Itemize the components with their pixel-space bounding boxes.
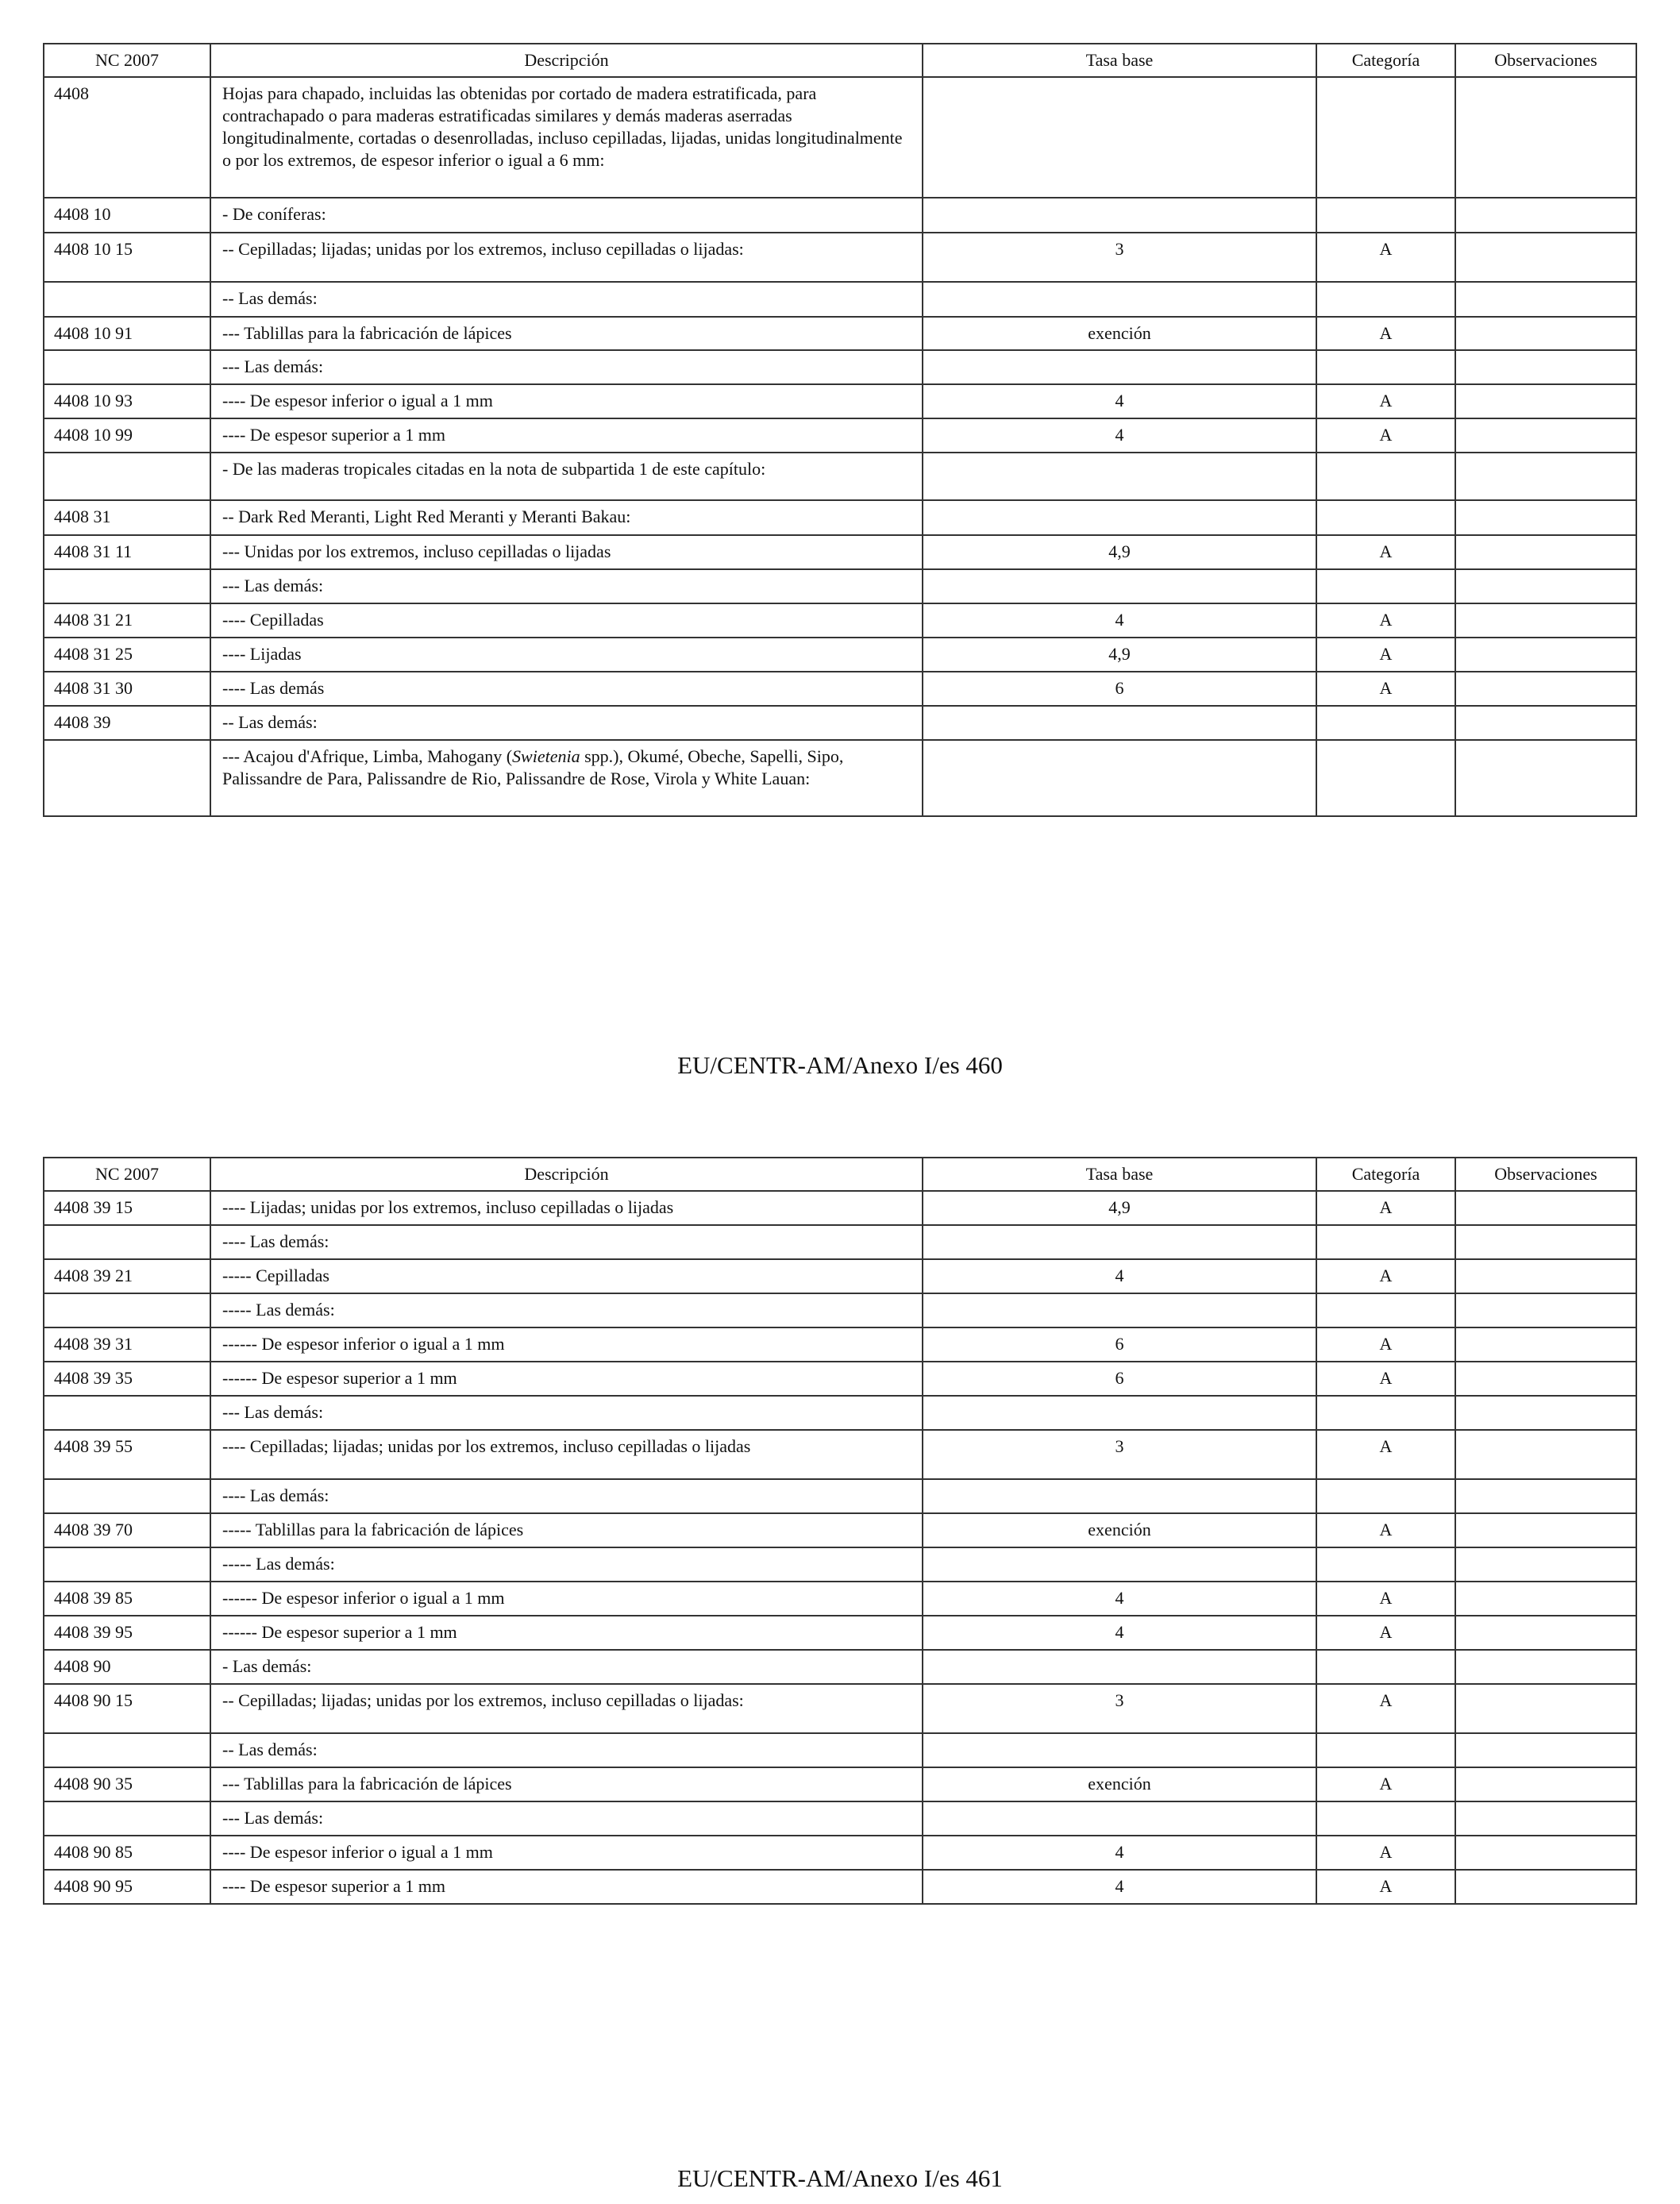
base-rate-cell: 6 bbox=[923, 672, 1316, 706]
observations-cell bbox=[1455, 1870, 1636, 1904]
nc-code-cell: 4408 31 25 bbox=[44, 638, 210, 672]
observations-cell bbox=[1455, 1362, 1636, 1396]
description-cell bbox=[210, 1225, 923, 1259]
description-text: ---- Cepilladas bbox=[222, 610, 324, 630]
nc-code-cell bbox=[44, 1801, 210, 1836]
table-row bbox=[44, 198, 1636, 233]
description-cell bbox=[210, 1684, 923, 1733]
table-row bbox=[44, 1801, 1636, 1836]
category-cell bbox=[1316, 569, 1455, 603]
description-text: ---- De espesor superior a 1 mm bbox=[222, 425, 446, 445]
table-row bbox=[44, 233, 1636, 282]
observations-cell bbox=[1455, 638, 1636, 672]
table-row bbox=[44, 1684, 1636, 1733]
base-rate-cell bbox=[923, 1801, 1316, 1836]
nc-code-cell bbox=[44, 740, 210, 816]
description-cell bbox=[210, 1362, 923, 1396]
base-rate-cell: exención bbox=[923, 1767, 1316, 1801]
category-cell bbox=[1316, 740, 1455, 816]
description-cell bbox=[210, 740, 923, 816]
category-cell: A bbox=[1316, 1259, 1455, 1293]
description-cell bbox=[210, 282, 923, 317]
description-cell bbox=[210, 500, 923, 535]
nc-code-cell bbox=[44, 1547, 210, 1582]
observations-cell bbox=[1455, 1259, 1636, 1293]
table-row bbox=[44, 706, 1636, 740]
category-cell: A bbox=[1316, 1836, 1455, 1870]
table-row bbox=[44, 384, 1636, 418]
category-cell: A bbox=[1316, 638, 1455, 672]
table-row bbox=[44, 500, 1636, 535]
description-text: ---- Cepilladas; lijadas; unidas por los extremos, incluso cepilladas o lijadas bbox=[222, 1436, 751, 1456]
observations-cell bbox=[1455, 740, 1636, 816]
nc-code-cell: 4408 90 15 bbox=[44, 1684, 210, 1733]
description-text: -- Las demás: bbox=[222, 288, 318, 308]
nc-code-cell: 4408 10 93 bbox=[44, 384, 210, 418]
base-rate-cell bbox=[923, 198, 1316, 233]
base-rate-cell bbox=[923, 453, 1316, 500]
nc-code-cell bbox=[44, 1479, 210, 1513]
table-row bbox=[44, 317, 1636, 350]
description-text: ----- Cepilladas bbox=[222, 1266, 329, 1285]
table-row bbox=[44, 1191, 1636, 1225]
description-text: --- Las demás: bbox=[222, 1808, 324, 1828]
description-cell bbox=[210, 638, 923, 672]
table-row bbox=[44, 603, 1636, 638]
page-footer-460: EU/CENTR-AM/Anexo I/es 460 bbox=[677, 1051, 1003, 1079]
base-rate-cell: exención bbox=[923, 1513, 1316, 1547]
table-row bbox=[44, 1430, 1636, 1479]
table-row bbox=[44, 1650, 1636, 1684]
description-cell bbox=[210, 1650, 923, 1684]
nc-code-cell: 4408 31 21 bbox=[44, 603, 210, 638]
category-cell: A bbox=[1316, 384, 1455, 418]
observations-cell bbox=[1455, 1293, 1636, 1327]
nc-code-cell: 4408 39 bbox=[44, 706, 210, 740]
table-row bbox=[44, 535, 1636, 569]
base-rate-cell: 4 bbox=[923, 1259, 1316, 1293]
table-row bbox=[44, 1362, 1636, 1396]
description-text: ---- De espesor superior a 1 mm bbox=[222, 1876, 446, 1896]
base-rate-cell: 4 bbox=[923, 1582, 1316, 1616]
base-rate-cell bbox=[923, 1733, 1316, 1767]
header-descripcion: Descripción bbox=[210, 1158, 923, 1191]
description-text: ---- Las demás bbox=[222, 678, 325, 698]
description-cell bbox=[210, 1870, 923, 1904]
description-cell bbox=[210, 317, 923, 350]
observations-cell bbox=[1455, 1767, 1636, 1801]
nc-code-cell: 4408 10 15 bbox=[44, 233, 210, 282]
observations-cell bbox=[1455, 1225, 1636, 1259]
header-categoria: Categoría bbox=[1316, 1158, 1455, 1191]
description-text: --- Acajou d'Afrique, Limba, Mahogany ( bbox=[222, 746, 513, 766]
observations-cell bbox=[1455, 77, 1636, 198]
description-text: -- Las demás: bbox=[222, 712, 318, 732]
table-header-row bbox=[44, 1158, 1636, 1191]
observations-cell bbox=[1455, 282, 1636, 317]
observations-cell bbox=[1455, 603, 1636, 638]
category-cell bbox=[1316, 706, 1455, 740]
base-rate-cell: 3 bbox=[923, 1430, 1316, 1479]
category-cell: A bbox=[1316, 1684, 1455, 1733]
nc-code-cell: 4408 39 70 bbox=[44, 1513, 210, 1547]
category-cell bbox=[1316, 77, 1455, 198]
description-cell bbox=[210, 1513, 923, 1547]
description-cell bbox=[210, 418, 923, 453]
category-cell bbox=[1316, 198, 1455, 233]
description-text: ------ De espesor inferior o igual a 1 mm bbox=[222, 1588, 505, 1608]
base-rate-cell: 4 bbox=[923, 384, 1316, 418]
description-text: - Las demás: bbox=[222, 1656, 312, 1676]
description-cell bbox=[210, 1259, 923, 1293]
nc-code-cell bbox=[44, 282, 210, 317]
header-descripcion: Descripción bbox=[210, 44, 923, 77]
nc-code-cell: 4408 31 11 bbox=[44, 535, 210, 569]
description-cell bbox=[210, 1430, 923, 1479]
description-text: ---- Lijadas bbox=[222, 644, 302, 664]
nc-code-cell bbox=[44, 1396, 210, 1430]
observations-cell bbox=[1455, 1430, 1636, 1479]
header-tasa-base: Tasa base bbox=[923, 44, 1316, 77]
description-text: --- Las demás: bbox=[222, 1402, 324, 1422]
description-cell bbox=[210, 1396, 923, 1430]
category-cell bbox=[1316, 1479, 1455, 1513]
base-rate-cell: 4,9 bbox=[923, 1191, 1316, 1225]
base-rate-cell: 3 bbox=[923, 1684, 1316, 1733]
category-cell bbox=[1316, 1650, 1455, 1684]
description-cell bbox=[210, 603, 923, 638]
table-row bbox=[44, 1733, 1636, 1767]
nc-code-cell bbox=[44, 1733, 210, 1767]
description-text: ------ De espesor superior a 1 mm bbox=[222, 1622, 457, 1642]
description-cell bbox=[210, 453, 923, 500]
base-rate-cell bbox=[923, 282, 1316, 317]
tariff-table-page-461 bbox=[43, 1157, 1637, 1905]
observations-cell bbox=[1455, 706, 1636, 740]
description-text: ---- Las demás: bbox=[222, 1231, 329, 1251]
base-rate-cell bbox=[923, 569, 1316, 603]
category-cell bbox=[1316, 1293, 1455, 1327]
observations-cell bbox=[1455, 350, 1636, 384]
description-cell bbox=[210, 706, 923, 740]
category-cell bbox=[1316, 1225, 1455, 1259]
description-cell bbox=[210, 1547, 923, 1582]
description-cell bbox=[210, 77, 923, 198]
nc-code-cell: 4408 90 85 bbox=[44, 1836, 210, 1870]
nc-code-cell bbox=[44, 453, 210, 500]
description-cell bbox=[210, 1293, 923, 1327]
observations-cell bbox=[1455, 1547, 1636, 1582]
description-cell bbox=[210, 1327, 923, 1362]
description-cell bbox=[210, 1582, 923, 1616]
category-cell: A bbox=[1316, 1513, 1455, 1547]
category-cell bbox=[1316, 1396, 1455, 1430]
base-rate-cell bbox=[923, 350, 1316, 384]
table-row bbox=[44, 1582, 1636, 1616]
table-row bbox=[44, 638, 1636, 672]
observations-cell bbox=[1455, 1616, 1636, 1650]
description-cell bbox=[210, 569, 923, 603]
nc-code-cell bbox=[44, 1293, 210, 1327]
nc-code-cell: 4408 39 15 bbox=[44, 1191, 210, 1225]
observations-cell bbox=[1455, 198, 1636, 233]
table-row bbox=[44, 1396, 1636, 1430]
description-cell bbox=[210, 1767, 923, 1801]
base-rate-cell: 3 bbox=[923, 233, 1316, 282]
description-text: --- Las demás: bbox=[222, 576, 324, 595]
nc-code-cell: 4408 10 bbox=[44, 198, 210, 233]
base-rate-cell bbox=[923, 1293, 1316, 1327]
description-text: ----- Las demás: bbox=[222, 1300, 335, 1320]
category-cell: A bbox=[1316, 672, 1455, 706]
description-text: ------ De espesor superior a 1 mm bbox=[222, 1368, 457, 1388]
nc-code-cell: 4408 31 30 bbox=[44, 672, 210, 706]
table-row bbox=[44, 350, 1636, 384]
base-rate-cell: 4 bbox=[923, 418, 1316, 453]
description-text-continued: spp.), Okumé, Obeche, Sapelli, Sipo, Palissandre de Para, Palissandre de Rio, Palissandre de Rose, Virola y White Lauan: bbox=[222, 746, 844, 788]
base-rate-cell bbox=[923, 1479, 1316, 1513]
base-rate-cell: 4 bbox=[923, 1870, 1316, 1904]
table-row bbox=[44, 1870, 1636, 1904]
nc-code-cell bbox=[44, 350, 210, 384]
description-text: ---- De espesor inferior o igual a 1 mm bbox=[222, 1842, 493, 1862]
description-cell bbox=[210, 1733, 923, 1767]
observations-cell bbox=[1455, 1479, 1636, 1513]
category-cell: A bbox=[1316, 418, 1455, 453]
base-rate-cell: 6 bbox=[923, 1362, 1316, 1396]
observations-cell bbox=[1455, 453, 1636, 500]
description-cell bbox=[210, 384, 923, 418]
table-row bbox=[44, 282, 1636, 317]
description-cell bbox=[210, 1479, 923, 1513]
base-rate-cell bbox=[923, 1225, 1316, 1259]
base-rate-cell: 4,9 bbox=[923, 638, 1316, 672]
nc-code-cell: 4408 bbox=[44, 77, 210, 198]
nc-code-cell: 4408 10 91 bbox=[44, 317, 210, 350]
table-row bbox=[44, 1225, 1636, 1259]
description-text: -- Las demás: bbox=[222, 1740, 318, 1759]
table-row bbox=[44, 1513, 1636, 1547]
description-text: --- Las demás: bbox=[222, 356, 324, 376]
base-rate-cell bbox=[923, 1396, 1316, 1430]
header-nc-2007: NC 2007 bbox=[44, 1158, 210, 1191]
description-text: --- Tablillas para la fabricación de lápices bbox=[222, 1774, 512, 1794]
description-text: -- Cepilladas; lijadas; unidas por los extremos, incluso cepilladas o lijadas: bbox=[222, 1690, 744, 1710]
table-row bbox=[44, 569, 1636, 603]
observations-cell bbox=[1455, 233, 1636, 282]
base-rate-cell bbox=[923, 706, 1316, 740]
description-text: -- Cepilladas; lijadas; unidas por los extremos, incluso cepilladas o lijadas: bbox=[222, 239, 744, 259]
observations-cell bbox=[1455, 1582, 1636, 1616]
nc-code-cell: 4408 39 35 bbox=[44, 1362, 210, 1396]
base-rate-cell: exención bbox=[923, 317, 1316, 350]
nc-code-cell: 4408 39 95 bbox=[44, 1616, 210, 1650]
nc-code-cell: 4408 10 99 bbox=[44, 418, 210, 453]
table-row bbox=[44, 1547, 1636, 1582]
table-row bbox=[44, 1293, 1636, 1327]
nc-code-cell: 4408 90 35 bbox=[44, 1767, 210, 1801]
category-cell bbox=[1316, 282, 1455, 317]
description-cell bbox=[210, 1616, 923, 1650]
base-rate-cell bbox=[923, 740, 1316, 816]
description-cell bbox=[210, 1801, 923, 1836]
observations-cell bbox=[1455, 569, 1636, 603]
base-rate-cell: 6 bbox=[923, 1327, 1316, 1362]
description-cell bbox=[210, 1836, 923, 1870]
description-text: - De las maderas tropicales citadas en la nota de subpartida 1 de este capítulo: bbox=[222, 459, 766, 479]
category-cell: A bbox=[1316, 1616, 1455, 1650]
nc-code-cell: 4408 39 31 bbox=[44, 1327, 210, 1362]
observations-cell bbox=[1455, 1191, 1636, 1225]
description-text: --- Unidas por los extremos, incluso cepilladas o lijadas bbox=[222, 541, 611, 561]
description-cell bbox=[210, 1191, 923, 1225]
description-text: Hojas para chapado, incluidas las obtenidas por cortado de madera estratificada, para contrachapado o para maderas estratificadas similares y demás maderas aserradas longitudinalmente, cortadas o desenrolladas, incluso cepilladas, lijadas, unidas longitudinalmente o por los extremos, de espesor inferior o igual a 6 mm: bbox=[222, 83, 903, 170]
description-text: ------ De espesor inferior o igual a 1 mm bbox=[222, 1334, 505, 1354]
observations-cell bbox=[1455, 418, 1636, 453]
description-cell bbox=[210, 233, 923, 282]
table-row bbox=[44, 77, 1636, 198]
observations-cell bbox=[1455, 384, 1636, 418]
observations-cell bbox=[1455, 1836, 1636, 1870]
header-nc-2007: NC 2007 bbox=[44, 44, 210, 77]
base-rate-cell bbox=[923, 500, 1316, 535]
description-text: ----- Las demás: bbox=[222, 1554, 335, 1574]
nc-code-cell: 4408 39 85 bbox=[44, 1582, 210, 1616]
tariff-table-page-460 bbox=[43, 43, 1637, 817]
observations-cell bbox=[1455, 1650, 1636, 1684]
base-rate-cell bbox=[923, 77, 1316, 198]
category-cell: A bbox=[1316, 233, 1455, 282]
nc-code-cell: 4408 39 21 bbox=[44, 1259, 210, 1293]
category-cell bbox=[1316, 1733, 1455, 1767]
nc-code-cell bbox=[44, 1225, 210, 1259]
category-cell: A bbox=[1316, 1362, 1455, 1396]
observations-cell bbox=[1455, 1684, 1636, 1733]
base-rate-cell: 4 bbox=[923, 1616, 1316, 1650]
category-cell: A bbox=[1316, 535, 1455, 569]
category-cell: A bbox=[1316, 1430, 1455, 1479]
table-row bbox=[44, 1836, 1636, 1870]
observations-cell bbox=[1455, 1327, 1636, 1362]
nc-code-cell: 4408 39 55 bbox=[44, 1430, 210, 1479]
observations-cell bbox=[1455, 1733, 1636, 1767]
base-rate-cell bbox=[923, 1547, 1316, 1582]
description-text: -- Dark Red Meranti, Light Red Meranti y Meranti Bakau: bbox=[222, 507, 631, 526]
table-row bbox=[44, 1616, 1636, 1650]
observations-cell bbox=[1455, 317, 1636, 350]
header-tasa-base: Tasa base bbox=[923, 1158, 1316, 1191]
table-row bbox=[44, 1479, 1636, 1513]
category-cell: A bbox=[1316, 1327, 1455, 1362]
header-categoria: Categoría bbox=[1316, 44, 1455, 77]
description-text: ---- Lijadas; unidas por los extremos, incluso cepilladas o lijadas bbox=[222, 1197, 674, 1217]
category-cell: A bbox=[1316, 1870, 1455, 1904]
table-row bbox=[44, 672, 1636, 706]
observations-cell bbox=[1455, 1513, 1636, 1547]
description-text: - De coníferas: bbox=[222, 204, 326, 224]
description-cell bbox=[210, 198, 923, 233]
category-cell bbox=[1316, 350, 1455, 384]
header-observaciones: Observaciones bbox=[1455, 44, 1636, 77]
header-observaciones: Observaciones bbox=[1455, 1158, 1636, 1191]
description-text: ---- Las demás: bbox=[222, 1485, 329, 1505]
observations-cell bbox=[1455, 672, 1636, 706]
table-row bbox=[44, 453, 1636, 500]
table-row bbox=[44, 1767, 1636, 1801]
base-rate-cell bbox=[923, 1650, 1316, 1684]
description-italic-text: Swietenia bbox=[512, 746, 580, 766]
base-rate-cell: 4,9 bbox=[923, 535, 1316, 569]
category-cell bbox=[1316, 453, 1455, 500]
observations-cell bbox=[1455, 1801, 1636, 1836]
table-header-row bbox=[44, 44, 1636, 77]
category-cell: A bbox=[1316, 603, 1455, 638]
observations-cell bbox=[1455, 1396, 1636, 1430]
nc-code-cell: 4408 31 bbox=[44, 500, 210, 535]
category-cell: A bbox=[1316, 1191, 1455, 1225]
observations-cell bbox=[1455, 500, 1636, 535]
table-row bbox=[44, 418, 1636, 453]
page-footer-461: EU/CENTR-AM/Anexo I/es 461 bbox=[677, 2164, 1003, 2192]
category-cell: A bbox=[1316, 1582, 1455, 1616]
description-text: ---- De espesor inferior o igual a 1 mm bbox=[222, 391, 493, 410]
table-row bbox=[44, 740, 1636, 816]
category-cell bbox=[1316, 1801, 1455, 1836]
category-cell: A bbox=[1316, 317, 1455, 350]
base-rate-cell: 4 bbox=[923, 1836, 1316, 1870]
category-cell bbox=[1316, 500, 1455, 535]
observations-cell bbox=[1455, 535, 1636, 569]
table-row bbox=[44, 1259, 1636, 1293]
nc-code-cell: 4408 90 95 bbox=[44, 1870, 210, 1904]
description-cell bbox=[210, 350, 923, 384]
nc-code-cell bbox=[44, 569, 210, 603]
description-text: --- Tablillas para la fabricación de lápices bbox=[222, 323, 512, 343]
base-rate-cell: 4 bbox=[923, 603, 1316, 638]
description-text: ----- Tablillas para la fabricación de lápices bbox=[222, 1520, 524, 1539]
description-cell bbox=[210, 672, 923, 706]
category-cell: A bbox=[1316, 1767, 1455, 1801]
category-cell bbox=[1316, 1547, 1455, 1582]
table-row bbox=[44, 1327, 1636, 1362]
description-cell bbox=[210, 535, 923, 569]
nc-code-cell: 4408 90 bbox=[44, 1650, 210, 1684]
